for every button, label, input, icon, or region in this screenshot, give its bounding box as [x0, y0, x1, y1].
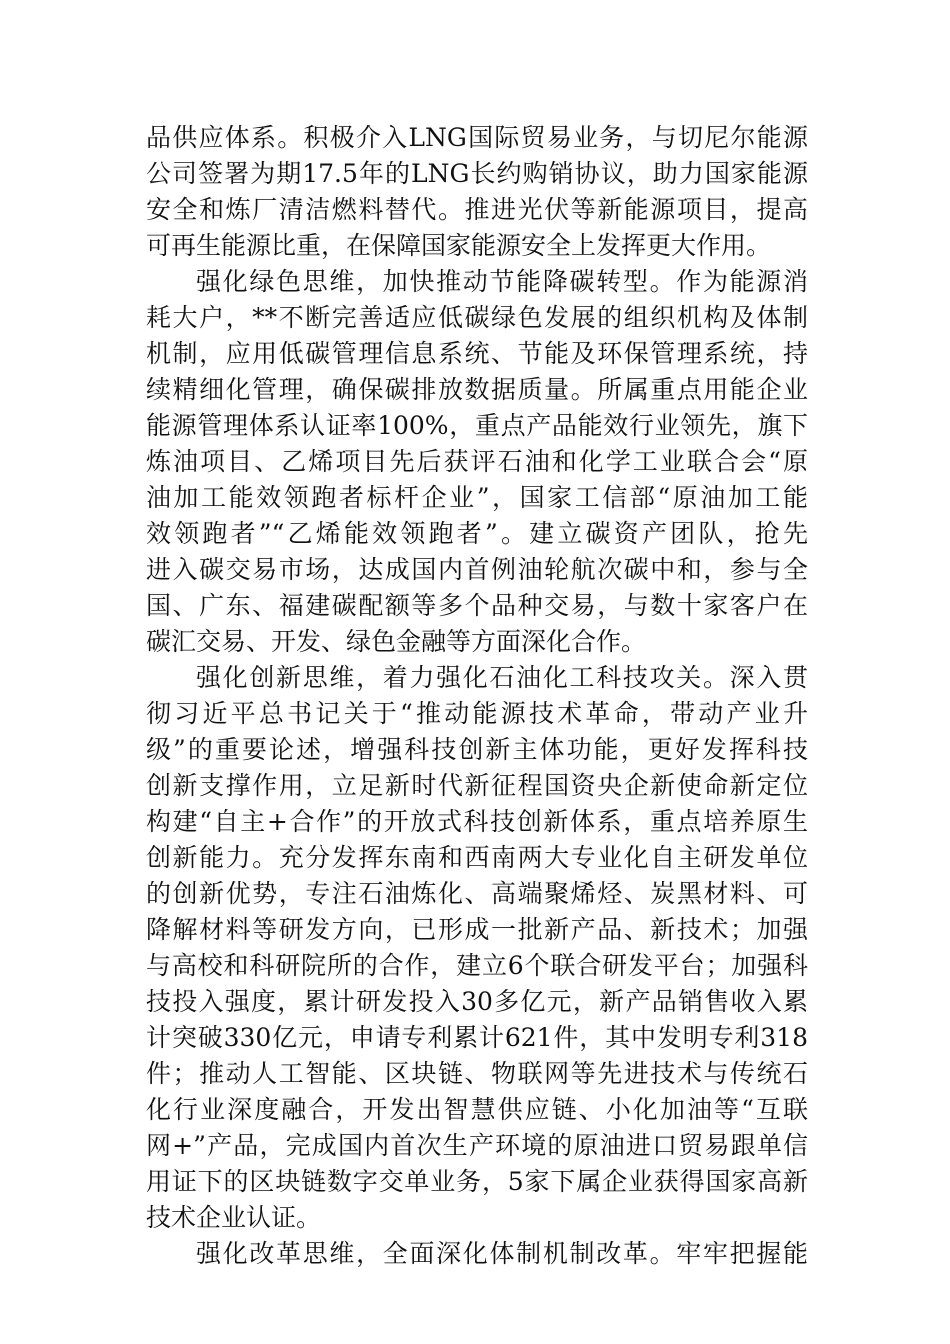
text-line: 品供应体系。积极介入LNG国际贸易业务，与切尼尔能源: [146, 123, 808, 152]
paragraph-start-line: 强化创新思维，着力强化石油化工科技攻关。深入贯: [196, 663, 808, 692]
body-text: [146, 120, 808, 1272]
text-line: 用证下的区块链数字交单业务，5家下属企业获得国家高新: [146, 1167, 808, 1196]
text-line: 的创新优势，专注石油炼化、高端聚烯烃、炭黑材料、可: [146, 879, 808, 908]
text-line: 安全和炼厂清洁燃料替代。推进光伏等新能源项目，提高: [146, 195, 808, 224]
text-line: 与高校和科研院所的合作，建立6个联合研发平台；加强科: [146, 951, 808, 980]
text-line: 碳汇交易、开发、绿色金融等方面深化合作。: [146, 627, 647, 656]
text-line: 耗大户，**不断完善适应低碳绿色发展的组织机构及体制: [146, 303, 808, 332]
paragraph-start-line: 强化绿色思维，加快推动节能降碳转型。作为能源消: [196, 267, 808, 296]
text-line: 件；推动人工智能、区块链、物联网等先进技术与传统石: [146, 1059, 808, 1088]
text-line: 炼油项目、乙烯项目先后获评石油和化学工业联合会“原: [146, 447, 808, 476]
text-line: 创新支撑作用，立足新时代新征程国资央企新使命新定位: [146, 771, 808, 800]
text-line: 创新能力。充分发挥东南和西南两大专业化自主研发单位: [146, 843, 808, 872]
text-line: 彻习近平总书记关于“推动能源技术革命，带动产业升: [146, 699, 808, 728]
text-line: 进入碳交易市场，达成国内首例油轮航次碳中和，参与全: [146, 555, 808, 584]
text-line: 技投入强度，累计研发投入30多亿元，新产品销售收入累: [146, 987, 808, 1016]
text-line: 可再生能源比重，在保障国家能源安全上发挥更大作用。: [146, 231, 772, 260]
text-line: 能源管理体系认证率100%，重点产品能效行业领先，旗下: [146, 411, 808, 440]
text-line: 国、广东、福建碳配额等多个品种交易，与数十家客户在: [146, 591, 808, 620]
text-line: 级”的重要论述，增强科技创新主体功能，更好发挥科技: [146, 735, 808, 764]
paragraph-start-line: 强化改革思维，全面深化体制机制改革。牢牢把握能: [196, 1239, 808, 1268]
text-line: 续精细化管理，确保碳排放数据质量。所属重点用能企业: [146, 375, 808, 404]
text-line: 技术企业认证。: [146, 1203, 322, 1232]
text-line: 降解材料等研发方向，已形成一批新产品、新技术；加强: [146, 915, 808, 944]
text-line: 构建“自主+合作”的开放式科技创新体系，重点培养原生: [146, 807, 808, 836]
text-line: 效领跑者”“乙烯能效领跑者”。建立碳资产团队，抢先: [146, 519, 808, 548]
text-line: 公司签署为期17.5年的LNG长约购销协议，助力国家能源: [146, 159, 808, 188]
text-line: 化行业深度融合，开发出智慧供应链、小化加油等“互联: [146, 1095, 808, 1124]
text-line: 油加工能效领跑者标杆企业”，国家工信部“原油加工能: [146, 483, 808, 512]
text-line: 机制，应用低碳管理信息系统、节能及环保管理系统，持: [146, 339, 808, 368]
text-line: 网+”产品，完成国内首次生产环境的原油进口贸易跟单信: [146, 1131, 808, 1160]
text-line: 计突破330亿元，申请专利累计621件，其中发明专利318: [146, 1023, 808, 1052]
